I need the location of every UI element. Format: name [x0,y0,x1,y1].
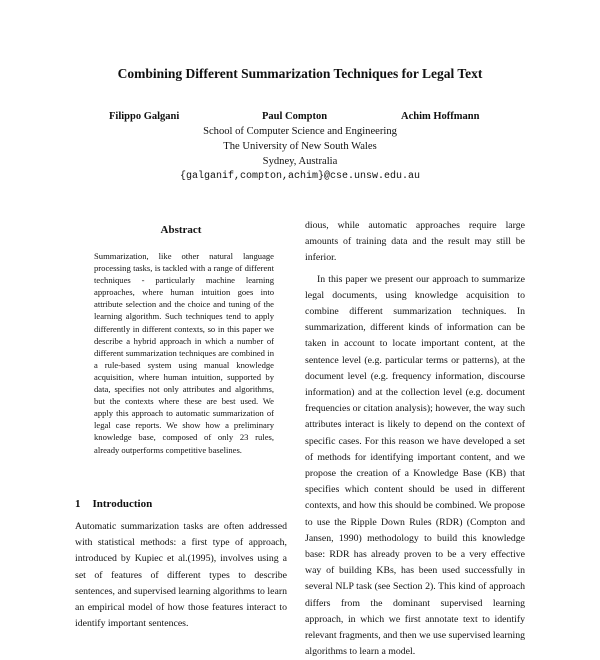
author-name: Achim Hoffmann [401,111,480,122]
paragraph: In this paper we present our approach to summarize legal documents, using knowledge acquisition to combine different summarization techniques. In summarization, different kinds of information can be taken in account to locate important content, at the sentence level (e.g. particular terms or patterns), at the document level (e.g. frequency information, discourse information) and at the collection level (e.g. document frequencies or citation analysis); however, the way such attributes interact is likely to depend on the context of specific cases. For this reason we have developed a set of methods for identifying important content, and we propose the creation of a Knowledge Base (KB) that specifies which content should be used in different contexts, and how this should be combined. We propose to use the Ripple Down Rules (RDR) (Compton and Jansen, 1990) methodology to build this knowledge base: RDR has already proven to be a very effective way of building KBs, has been used successfully in several NLP task (see Section 2). This kind of approach differs from the dominant supervised learning approach, in which we first annotate text to identify relevant fragments, and then we use supervised learning algorithms to learn a model. [305,273,525,658]
author-email: {galganif,compton,achim}@cse.unsw.edu.au [179,171,421,182]
affiliation-school: School of Computer Science and Engineering [203,126,397,137]
abstract-heading: Abstract [160,224,202,236]
author-list [0,111,600,125]
affiliation-university: The University of New South Wales [223,141,377,152]
section-heading [75,498,152,510]
section-number: 1 [75,498,81,510]
affiliation-block [0,124,600,184]
paper-title: Combining Different Summarization Techniques for Legal Text [117,66,483,81]
section-title: Introduction [92,498,153,510]
author-name: Paul Compton [262,111,328,122]
right-column [305,218,525,660]
affiliation-location: Sydney, Australia [262,156,338,167]
abstract-text: Summarization, like other natural language processing tasks, is tackled with a range of different techniques - particularly machine learning approaches, where human intuition goes into attribute selection and the choice and tuning of the learning algorithm. Such techniques tend to apply differently in different contexts, so in this paper we describe a hybrid approach in which a number of different summarization techniques are combined in a rule-based system using manual knowledge acquisition, where human intuition, supported by data, specifies not only attributes and algorithms, but the contexts where these are best used. We apply this approach to automatic summarization of legal case reports. We show how a preliminary knowledge base, composed of only 23 rules, already outperforms competitive baselines. [94,251,274,455]
paragraph-continuation: dious, while automatic approaches require large amounts of training data and the result may still be inferior. [305,220,525,264]
introduction-text: Automatic summarization tasks are often addressed with statistical methods: a first type of approach, introduced by Kupiec et al.(1995), involves using a set of features of different types to describe sentences, and supervised learning algorithms to learn an empirical model of how those features interact to identify important sentences. [75,521,287,630]
author-name: Filippo Galgani [109,111,180,122]
